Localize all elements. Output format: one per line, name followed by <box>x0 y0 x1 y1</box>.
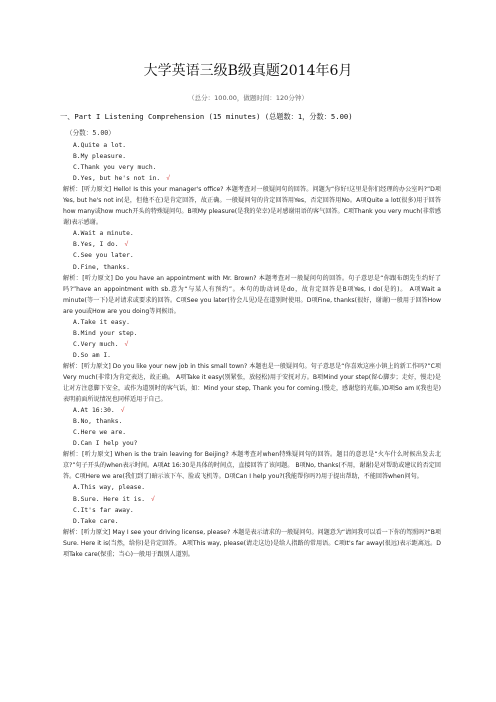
answer-option <box>63 427 441 438</box>
option-text: D.Can I help you? <box>73 440 138 448</box>
answer-option <box>63 339 441 350</box>
question-list <box>63 140 441 560</box>
explanation-text: 解析：[听力原文] Do you like your new job in this small town? 本题也是一般疑问句。句子意思是“你喜欢这座小镇上的新工作吗?”C项Very much(非常)为肯定表达，故正确。 A项Take it easy(别紧张，放轻松)用于安抚对方。B项Mind your step(留心脚步；走好，慢走)是让对方注意脚下安全，或作为道别时的客气话，如：Mind your step, Thank you for coming.(慢走，感谢您的光临。)D项So am I(我也是)表明前面所说情况也同样适用于自己。 <box>63 362 441 404</box>
answer-option <box>63 505 441 516</box>
correct-check-icon: √ <box>124 340 129 348</box>
answer-option <box>63 250 441 261</box>
option-text: D.So am I. <box>73 351 111 359</box>
option-text: A.Wait a minute. <box>73 230 134 238</box>
explanation-text: 解析：[听力原文] Do you have an appointment with Mr. Brown? 本题考查对一般疑问句的回答。句子意思是“你跟布朗先生约好了吗?”have an appointment with sb.意为“与某人有预约”。本句的助动词是do，故肯定回答是B项Yes, I do(是的)。 A项Wait a minute(等一下)是对请求或要求的回答。C项See you later(待会儿见)是在道别时使用。D项Fine, thanks(很好，谢谢)一般用于回答How are you或How are you doing等问候语。 <box>63 274 441 315</box>
section-score: （分数：5.00） <box>66 129 115 137</box>
option-text: A.This way, please. <box>73 484 146 492</box>
option-text: A.Take it easy. <box>73 318 130 326</box>
option-text: A.Quite a lot. <box>73 142 127 149</box>
answer-option <box>63 494 441 505</box>
exam-meta: （总分：100.00，做题时间：120分钟） <box>188 94 308 102</box>
option-text: A.At 16:30. <box>73 407 115 415</box>
answer-option <box>63 173 441 184</box>
option-text: C.Very much. <box>73 340 119 348</box>
correct-check-icon: √ <box>151 495 155 503</box>
option-text: B.Mind your step. <box>73 329 138 337</box>
correct-check-icon: √ <box>124 241 129 249</box>
question-block <box>63 482 441 559</box>
answer-option <box>63 328 441 339</box>
answer-option <box>63 438 441 449</box>
option-text: C.It's far away. <box>73 506 134 514</box>
question-block <box>63 405 441 482</box>
answer-option <box>63 516 441 527</box>
option-text: D.Take care. <box>73 517 119 525</box>
answer-option <box>63 140 441 151</box>
option-text: B.Sure. Here it is. <box>73 495 146 503</box>
section-heading: 一、Part I Listening Comprehension (15 minutes) (总题数：1，分数：5.00) <box>60 112 353 121</box>
answer-option <box>63 262 441 273</box>
option-text: B.My pleasure. <box>73 153 127 161</box>
answer-option <box>63 405 441 416</box>
answer-option <box>63 162 441 173</box>
question-block <box>63 228 441 316</box>
answer-option <box>63 416 441 427</box>
explanation-text: 解析：[听力原文] Hello! Is this your manager's office? 本题考查对一般疑问句的回答。问题为“你好!这里是你们经理的办公室吗?”D项Yes, but he's not in(是，但他不在)是肯定回答，故正确。一般疑问句的肯定回答用Yes，否定回答用No。A项Quite a lot(很多)用于回答how many或how much开头的特殊疑问句。B项My pleasure(是我的荣幸)是对感谢用语的客气回答。C项Thank you very much(非常感谢)表示感谢。 <box>63 186 441 227</box>
explanation-text: 解析：[听力原文] When is the train leaving for Beijing? 本题考查对when特殊疑问句的回答。题目的意思是“火车什么时候出发去北京?”句子开头的when表示时间。A项At 16:30是具体的时间点，直接回答了该问题。 B项No, thanks(不用，谢谢)是对帮助或建议的否定回答。C项Here we are(我们到了)暗示该下车、脸或飞机等。D项Can I help you?(我能帮你吗?)用于提出帮助，不能回答when问句。 <box>63 451 441 481</box>
option-text: D.Yes, but he's not in. <box>73 175 161 183</box>
answer-option <box>63 151 441 162</box>
correct-check-icon: √ <box>166 175 170 183</box>
correct-check-icon: √ <box>120 407 125 415</box>
answer-option <box>63 482 441 493</box>
answer-option <box>63 350 441 361</box>
option-text: C.Here we are. <box>73 429 127 437</box>
option-text: B.No, thanks. <box>73 418 123 426</box>
question-block <box>63 140 441 228</box>
exam-title: 大学英语三级B级真题2014年6月 <box>143 63 353 79</box>
explanation-text: 解析：[听力原文] May I see your driving license, please? 本题是表示请求的一般疑问句。问题意为“请问我可以看一下你的驾照吗?”B项Sure. Here it is(当然，给你)是肯定回答。 A项This way, please(请走这边)是给人指路的常用语。C项It's far away(很远)表示距离远。D项Take care(保重；当心)一般用于跟别人道别。 <box>63 528 441 558</box>
option-text: B.Yes, I do. <box>73 241 119 249</box>
option-text: D.Fine, thanks. <box>73 263 130 271</box>
question-block <box>63 317 441 405</box>
option-text: C.See you later. <box>73 252 134 260</box>
option-text: C.Thank you very much. <box>73 164 157 172</box>
answer-option <box>63 228 441 239</box>
answer-option <box>63 317 441 328</box>
answer-option <box>63 239 441 250</box>
